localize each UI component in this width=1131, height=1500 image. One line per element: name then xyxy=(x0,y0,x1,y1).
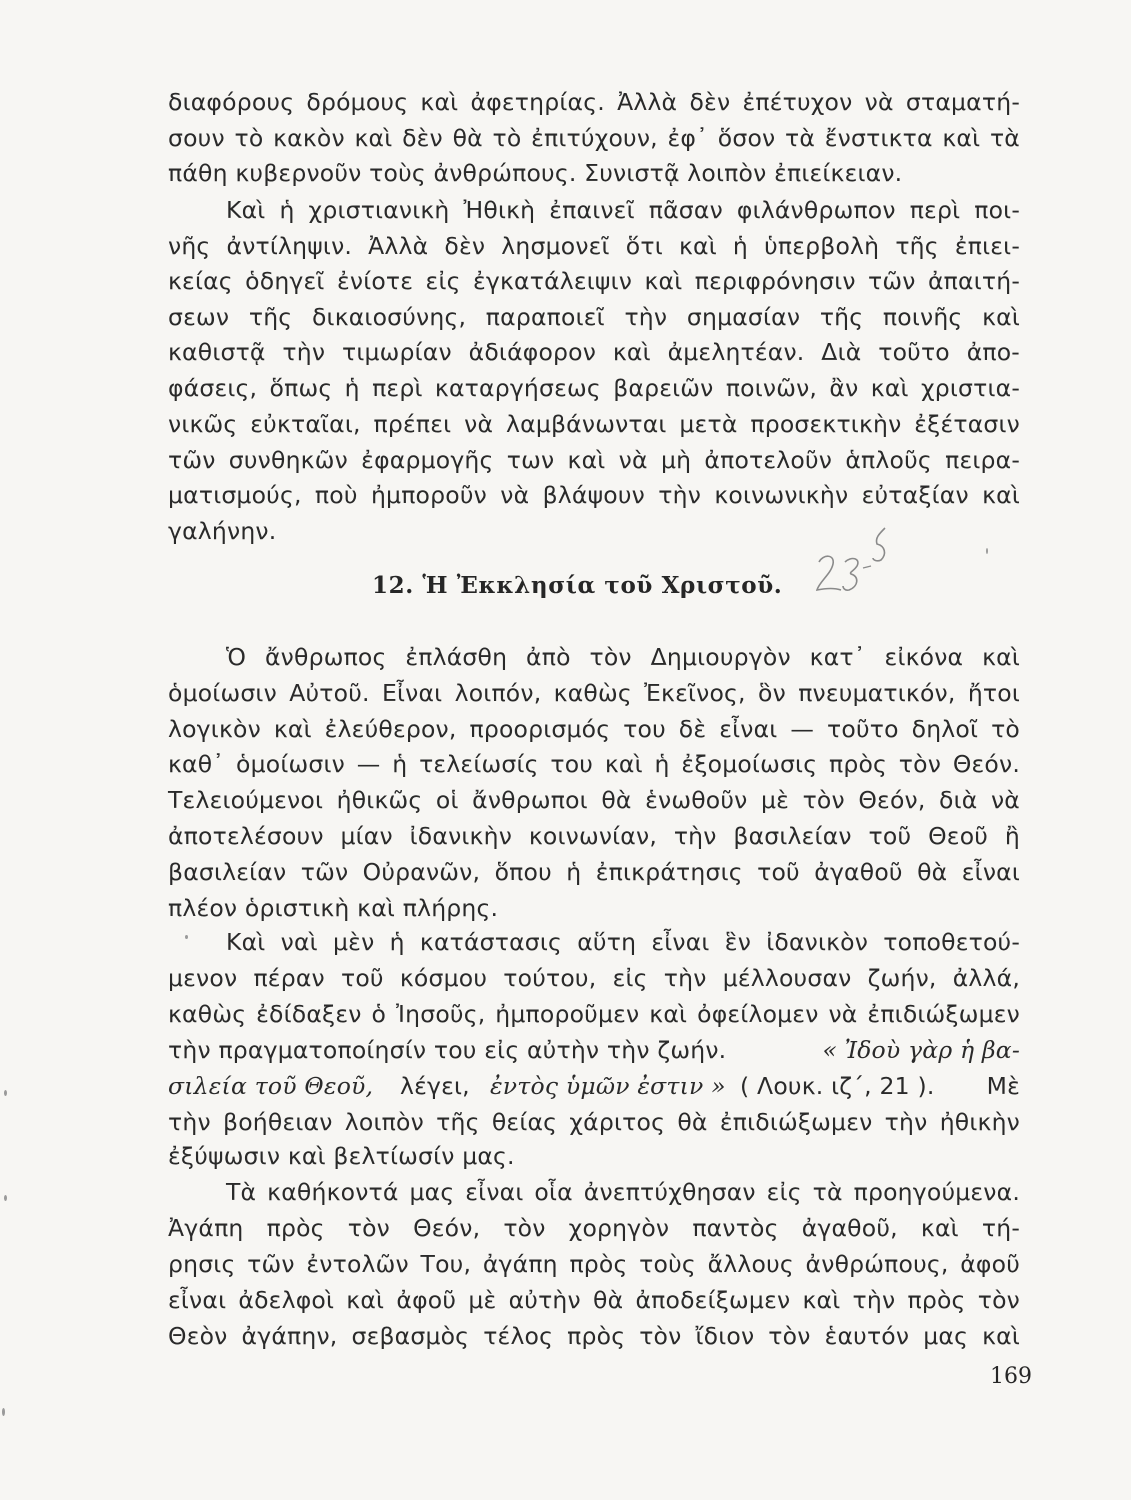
text-line: πάθη κυβερνοῦν τοὺς ἀνθρώπους. Συνιστᾷ λοιπὸν ἐπιείκειαν. xyxy=(168,159,903,187)
text-line: ρησις τῶν ἐντολῶν Του, ἀγάπη πρὸς τοὺς ἄλλους ἀνθρώπους, ἀφοῦ xyxy=(168,1250,1020,1278)
page-number: 169 xyxy=(990,1364,1032,1389)
text-line: φάσεις, ὅπως ἡ περὶ καταργήσεως βαρειῶν ποινῶν, ἂν καὶ χριστια- xyxy=(168,374,1020,402)
text-line: ὁμοίωσιν Αὐτοῦ. Εἶναι λοιπόν, καθὼς Ἐκεῖνος, ὃν πνευματικόν, ἤτοι xyxy=(168,679,1020,707)
text-line: ματισμούς, ποὺ ἠμποροῦν νὰ βλάψουν τὴν κοινωνικὴν εὐταξίαν καὶ xyxy=(168,481,1020,509)
text-line: Τὰ καθήκοντά μας εἶναι οἷα ἀνεπτύχθησαν εἰς τὰ προηγούμενα. xyxy=(226,1178,1020,1206)
scan-speck xyxy=(2,1408,5,1416)
text-line: λογικὸν καὶ ἐλεύθερον, προορισμός του δὲ εἶναι — τοῦτο δηλοῖ τὸ xyxy=(168,715,1020,743)
text-span: Μὲ xyxy=(986,1072,1020,1100)
section-heading: 12. Ἡ Ἐκκλησία τοῦ Χριστοῦ. xyxy=(372,572,783,599)
scan-speck xyxy=(185,935,188,939)
handwritten-note xyxy=(805,524,895,604)
text-line-quote-start xyxy=(168,1032,1020,1068)
text-line: καθ᾽ ὁμοίωσιν — ἡ τελείωσίς του καὶ ἡ ἐξομοίωσις πρὸς τὸν Θεόν. xyxy=(168,750,1020,778)
text-line: Ὁ ἄνθρωπος ἐπλάσθη ἀπὸ τὸν Δημιουργὸν κατ᾽ εἰκόνα καὶ xyxy=(226,643,1020,671)
text-line: καθιστᾷ τὴν τιμωρίαν ἀδιάφορον καὶ ἀμελητέαν. Διὰ τοῦτο ἀπο- xyxy=(168,338,1020,366)
text-line: σουν τὸ κακὸν καὶ δὲν θὰ τὸ ἐπιτύχουν, ἐφ᾽ ὅσον τὰ ἔνστικτα καὶ τὰ xyxy=(168,124,1020,152)
text-line: καθὼς ἐδίδαξεν ὁ Ἰησοῦς, ἠμποροῦμεν καὶ ὀφείλομεν νὰ ἐπιδιώξωμεν xyxy=(168,1000,1020,1028)
scan-speck xyxy=(4,1090,7,1096)
text-line: νῆς ἀντίληψιν. Ἀλλὰ δὲν λησμονεῖ ὅτι καὶ ἡ ὑπερβολὴ τῆς ἐπιει- xyxy=(168,232,1020,260)
text-line: ἐξύψωσιν καὶ βελτίωσίν μας. xyxy=(168,1142,515,1170)
text-line: ἀποτελέσουν μίαν ἰδανικὴν κοινωνίαν, τὴν βασιλείαν τοῦ Θεοῦ ἢ xyxy=(168,822,1020,850)
text-line: τῶν συνθηκῶν ἐφαρμογῆς των καὶ νὰ μὴ ἀποτελοῦν ἁπλοῦς πειρα- xyxy=(168,446,1020,474)
text-line: πλέον ὁριστικὴ καὶ πλήρης. xyxy=(168,894,499,922)
quote-end: ἐντὸς ὑμῶν ἐστιν » xyxy=(490,1072,726,1100)
text-line: Ἀγάπη πρὸς τὸν Θεόν, τὸν χορηγὸν παντὸς ἀγαθοῦ, καὶ τή- xyxy=(168,1214,1020,1242)
text-line: κείας ὁδηγεῖ ἐνίοτε εἰς ἐγκατάλειψιν καὶ περιφρόνησιν τῶν ἀπαιτή- xyxy=(168,267,1020,295)
text-line: τὴν βοήθειαν λοιπὸν τῆς θείας χάριτος θὰ ἐπιδιώξωμεν τὴν ἠθικὴν xyxy=(168,1108,1020,1136)
text-line: σεων τῆς δικαιοσύνης, παραποιεῖ τὴν σημασίαν τῆς ποινῆς καὶ xyxy=(168,303,1020,331)
quote-start: « Ἰδοὺ γὰρ ἡ βα- xyxy=(822,1036,1020,1064)
text-span: τὴν πραγματοποίησίν του εἰς αὐτὴν τὴν ζωήν. xyxy=(168,1036,727,1064)
text-line: βασιλείαν τῶν Οὐρανῶν, ὅπου ἡ ἐπικράτησις τοῦ ἀγαθοῦ θὰ εἶναι xyxy=(168,858,1020,886)
text-line: μενον πέραν τοῦ κόσμου τούτου, εἰς τὴν μέλλουσαν ζωήν, ἀλλά, xyxy=(168,964,1020,992)
quote-verb: λέγει, xyxy=(400,1072,470,1100)
text-line: εἶναι ἀδελφοὶ καὶ ἀφοῦ μὲ αὐτὴν θὰ ἀποδείξωμεν καὶ τὴν πρὸς τὸν xyxy=(168,1286,1020,1314)
text-line: γαλήνην. xyxy=(168,517,277,545)
text-line: διαφόρους δρόμους καὶ ἀφετηρίας. Ἀλλὰ δὲν ἐπέτυχον νὰ σταματή- xyxy=(168,88,1020,116)
text-line: νικῶς εὐκταῖαι, πρέπει νὰ λαμβάνωνται μετὰ προσεκτικὴν ἐξέτασιν xyxy=(168,410,1020,438)
text-line-quote xyxy=(168,1068,1020,1104)
scripture-reference: ( Λουκ. ιζ΄, 21 ). xyxy=(740,1072,935,1100)
scan-speck xyxy=(986,548,988,554)
scan-speck xyxy=(4,1195,7,1201)
text-line: Καὶ ἡ χριστιανικὴ Ἠθικὴ ἐπαινεῖ πᾶσαν φιλάνθρωπον περὶ ποι- xyxy=(226,196,1020,224)
text-line: Θεὸν ἀγάπην, σεβασμὸς τέλος πρὸς τὸν ἴδιον τὸν ἑαυτόν μας καὶ xyxy=(168,1322,1020,1350)
quote-mid: σιλεία τοῦ Θεοῦ, xyxy=(168,1072,374,1100)
text-line: Καὶ ναὶ μὲν ἡ κατάστασις αὕτη εἶναι ἓν ἰδανικὸν τοποθετού- xyxy=(226,928,1020,956)
text-line: Τελειούμενοι ἠθικῶς οἱ ἄνθρωποι θὰ ἑνωθοῦν μὲ τὸν Θεόν, διὰ νὰ xyxy=(168,786,1020,814)
